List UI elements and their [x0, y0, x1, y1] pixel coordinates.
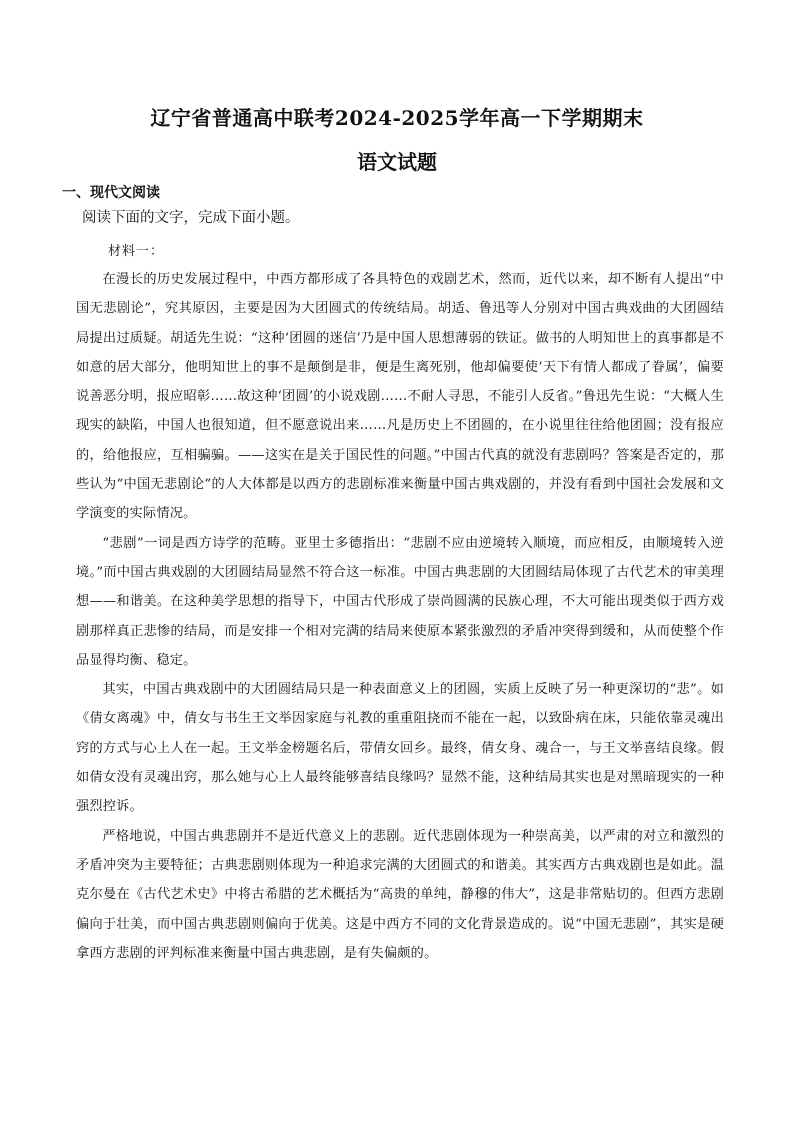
passage-body — [76, 265, 724, 968]
material-label: 材料一： — [108, 244, 165, 259]
passage-paragraph: “悲剧”一词是西方诗学的范畴。亚里士多德指出：“悲剧不应由逆境转入顺境，而应相反，由顺境转入逆境。”而中国古典戏剧的大团圆结局显然不符合这一标准。中国古典悲剧的大团圆结局体现了古代艺术的审美理想——和谐美。在这种美学思想的指导下，中国古代形成了崇尚圆满的民族心理，不大可能出现类似于西方戏剧那样真正悲惨的结局，而是安排一个相对完满的结局来使原本紧张激烈的矛盾冲突得到缓和，从而使整个作品显得均衡、稳定。 — [76, 535, 724, 668]
passage-paragraph: 其实，中国古典戏剧中的大团圆结局只是一种表面意义上的团圆，实质上反映了另一种更深切的“悲”。如《倩女离魂》中，倩女与书生王文举因家庭与礼教的重重阻挠而不能在一起，以致卧病在床，只能依靠灵魂出窍的方式与心上人在一起。王文举金榜题名后，带倩女回乡。最终，倩女身、魂合一，与王文举喜结良缘。假如倩女没有灵魂出窍，那么她与心上人最终能够喜结良缘吗？显然不能，这种结局其实也是对黑暗现实的一种强烈控诉。 — [76, 682, 724, 815]
section-heading: 一、现代文阅读 — [62, 185, 160, 201]
passage-paragraph: 严格地说，中国古典悲剧并不是近代意义上的悲剧。近代悲剧体现为一种崇高美，以严肃的对立和激烈的矛盾冲突为主要特征；古典悲剧则体现为一种追求完满的大团圆式的和谐美。其实西方古典戏剧也是如此。温克尔曼在《古代艺术史》中将古希腊的艺术概括为“高贵的单纯，静穆的伟大”，这是非常贴切的。但西方悲剧偏向于壮美，而中国古典悲剧则偏向于优美。这是中西方不同的文化背景造成的。说“中国无悲剧”，其实是硬拿西方悲剧的评判标准来衡量中国古典悲剧，是有失偏颇的。 — [76, 828, 724, 961]
reading-instruction: 阅读下面的文字，完成下面小题。 — [82, 210, 300, 226]
document-subtitle: 语文试题 — [357, 150, 437, 174]
document-title: 辽宁省普通高中联考2024-2025学年高一下学期期末 — [150, 106, 644, 130]
passage-paragraph: 在漫长的历史发展过程中，中西方都形成了各具特色的戏剧艺术，然而，近代以来，却不断有人提出“中国无悲剧论”，究其原因，主要是因为大团圆式的传统结局。胡适、鲁迅等人分别对中国古典戏曲的大团圆结局提出过质疑。胡适先生说：“这种‘团圆的迷信’乃是中国人思想薄弱的铁证。做书的人明知世上的真事都是不如意的居大部分，他明知世上的事不是颠倒是非，便是生离死别，他却偏要使‘天下有情人都成了眷属’，偏要说善恶分明，报应昭彰……故这种‘团圆’的小说戏剧……不耐人寻思，不能引人反省。”鲁迅先生说：“大概人生现实的缺陷，中国人也很知道，但不愿意说出来……凡是历史上不团圆的，在小说里往往给他团圆；没有报应的，给他报应，互相骗骗。——这实在是关于国民性的问题。”中国古代真的就没有悲剧吗？答案是否定的，那些认为“中国无悲剧论”的人大体都是以西方的悲剧标准来衡量中国古典戏剧的，并没有看到中国社会发展和文学演变的实际情况。 — [76, 272, 724, 522]
